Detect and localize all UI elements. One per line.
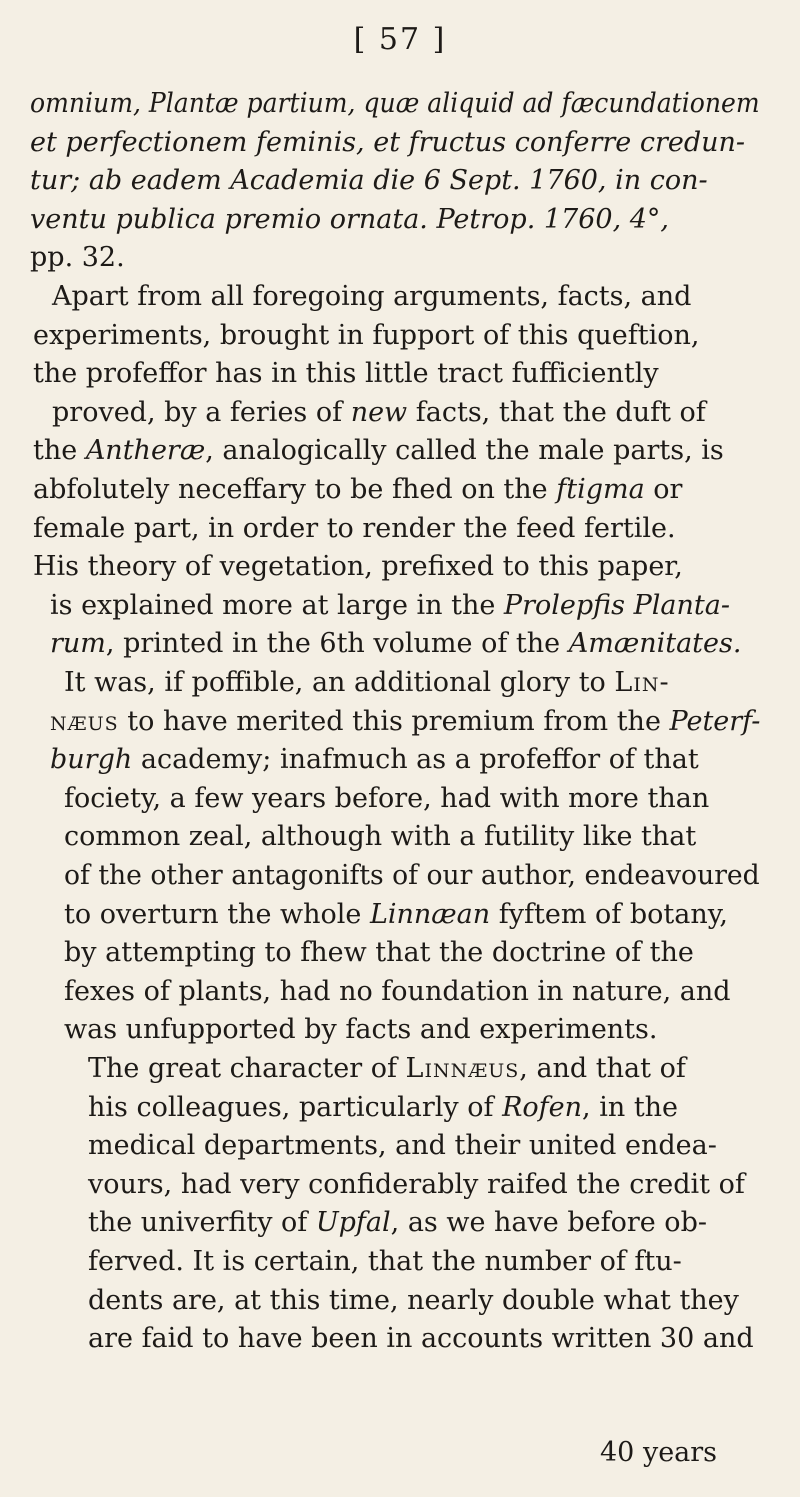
- text-line: [33, 435, 724, 467]
- text-segment: experiments, brought in fupport of this queftion,: [33, 319, 700, 351]
- text-segment: academy; inafmuch as a profeffor of that: [132, 744, 699, 776]
- text-segment: , as we have before ob-: [390, 1207, 707, 1239]
- text-segment: fociety, a few years before, had with more than: [64, 782, 710, 814]
- text-segment: is explained more at large in the: [50, 589, 504, 621]
- text-segment: et perfectionem feminis, et fructus conferre credun-: [30, 126, 746, 158]
- text-segment: Peterf-: [669, 705, 761, 737]
- text-segment: to overturn the whole: [64, 898, 370, 930]
- text-segment: or: [644, 474, 683, 505]
- text-segment: Rofen: [502, 1091, 583, 1123]
- text-line: [52, 396, 706, 428]
- text-segment: female part, in order to render the feed fertile.: [33, 512, 676, 544]
- text-segment: rum: [50, 628, 106, 660]
- text-segment: are faid to have been in accounts written 30 and: [88, 1323, 754, 1355]
- text-segment: new: [350, 396, 408, 428]
- text-segment: ftigma: [556, 474, 645, 505]
- text-line: [50, 744, 699, 776]
- text-segment: Linnæus: [405, 1053, 520, 1084]
- catchword: 40 years: [600, 1437, 718, 1468]
- text-line: [64, 898, 728, 930]
- text-segment: It was, if poffible, an additional glory to: [64, 667, 615, 698]
- text-segment: was unfupported by facts and experiments.: [64, 1014, 658, 1046]
- text-line: [30, 90, 760, 117]
- text-segment: næus: [50, 705, 119, 737]
- text-segment: ventu publica premio ornata. Petrop. 1760, 4°,: [30, 203, 670, 235]
- text-segment: facts, that the duft of: [407, 396, 706, 428]
- text-segment: , in the: [582, 1091, 679, 1123]
- text-line: [64, 1014, 658, 1046]
- text-line: [88, 1207, 707, 1239]
- text-segment: tur; ab eadem Academia die 6 Sept. 1760, in con-: [30, 165, 708, 197]
- text-segment: , printed in the 6th volume of the: [105, 628, 569, 660]
- text-line: [50, 628, 742, 660]
- text-line: [52, 283, 691, 310]
- text-segment: Lin-: [614, 667, 670, 698]
- text-line: [88, 1168, 745, 1200]
- text-segment: pp. 32.: [30, 242, 125, 274]
- text-segment: fyftem of botany,: [490, 898, 728, 930]
- text-line: [88, 1248, 682, 1275]
- text-segment: common zeal, although with a futility like that: [64, 821, 697, 853]
- text-segment: the: [33, 435, 86, 467]
- text-line: [64, 821, 697, 853]
- text-segment: the profeffor has in this little tract fufficiently: [33, 358, 659, 390]
- text-line: [33, 476, 682, 503]
- text-segment: omnium, Plantæ partium, quæ aliquid ad fæcundationem: [30, 88, 760, 119]
- text-segment: , and that of: [519, 1053, 686, 1084]
- text-segment: Prolepfis Planta-: [503, 589, 730, 621]
- text-line: [88, 1055, 686, 1082]
- text-segment: The great character of: [88, 1053, 406, 1084]
- text-line: [33, 319, 700, 351]
- text-line: [88, 1091, 679, 1123]
- text-segment: his colleagues, particularly of: [88, 1091, 503, 1123]
- text-segment: dents are, at this time, nearly double what they: [88, 1284, 739, 1316]
- text-segment: medical departments, and their united endea-: [88, 1130, 717, 1162]
- text-line: [64, 669, 670, 696]
- text-line: [88, 1130, 717, 1162]
- text-line: [30, 203, 670, 235]
- text-line: [33, 551, 683, 583]
- text-line: [30, 242, 125, 274]
- page-number: [ 57 ]: [353, 22, 447, 57]
- text-line: [64, 937, 694, 969]
- text-segment: burgh: [50, 744, 133, 776]
- text-segment: Amænitates.: [568, 628, 742, 660]
- text-segment: vours, had very confiderably raifed the credit of: [88, 1168, 745, 1200]
- text-line: [30, 165, 708, 197]
- text-line: [30, 126, 746, 158]
- text-segment: to have merited this premium from the: [118, 705, 670, 737]
- text-segment: Linnæan: [369, 898, 491, 930]
- text-segment: , analogically called the male parts, is: [205, 435, 724, 467]
- text-segment: the univerfity of: [88, 1207, 316, 1239]
- text-line: [50, 589, 730, 621]
- text-line: [64, 782, 710, 814]
- text-line: [64, 862, 760, 889]
- text-segment: His theory of vegetation, prefixed to this paper,: [33, 551, 683, 583]
- text-segment: of the other antagonifts of our author, endeavoured: [64, 860, 760, 891]
- text-segment: fexes of plants, had no foundation in nature, and: [64, 975, 731, 1007]
- text-segment: Antheræ: [85, 435, 206, 467]
- text-line: [33, 512, 676, 544]
- text-segment: proved, by a feries of: [52, 396, 351, 428]
- text-line: [50, 705, 761, 737]
- text-line: [88, 1284, 739, 1316]
- text-line: [88, 1323, 754, 1355]
- text-segment: Apart from all foregoing arguments, facts, and: [52, 281, 692, 312]
- text-segment: ferved. It is certain, that the number of ftu-: [88, 1246, 682, 1277]
- text-segment: abfolutely neceffary to be fhed on the: [33, 474, 557, 505]
- text-line: [64, 975, 731, 1007]
- text-segment: Upfal: [315, 1207, 391, 1239]
- text-segment: by attempting to fhew that the doctrine of the: [64, 937, 694, 969]
- text-line: [33, 358, 659, 390]
